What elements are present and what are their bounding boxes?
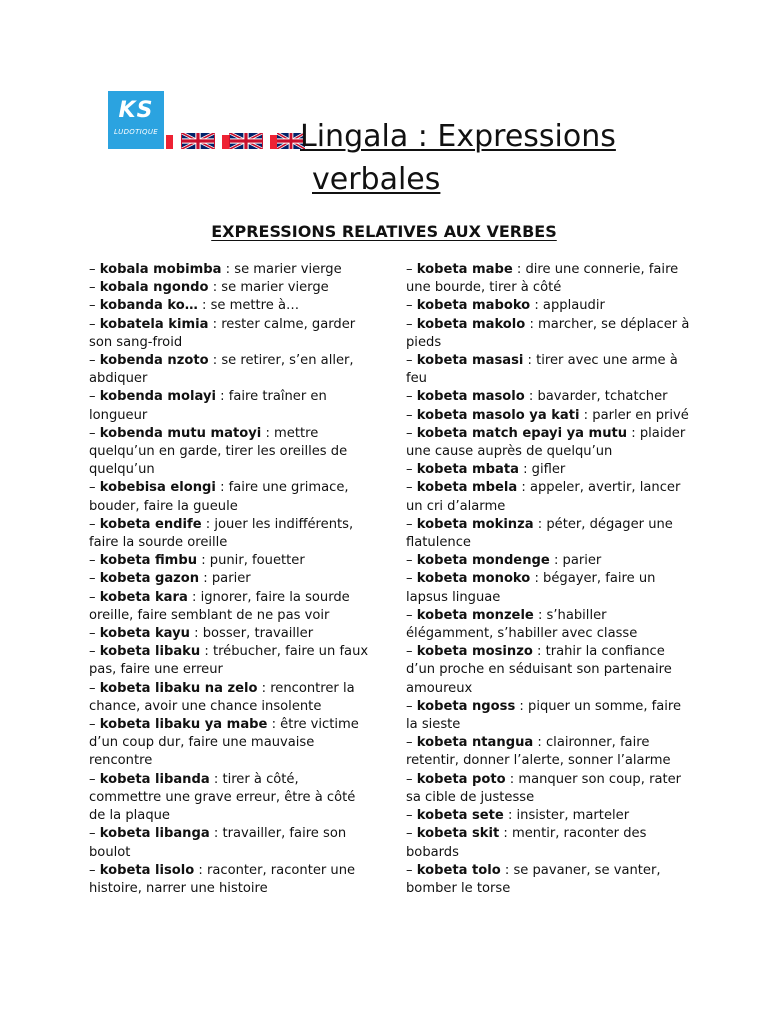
entry-dash: – xyxy=(89,589,100,605)
expression-definition: : se marier vierge xyxy=(221,262,342,277)
entry-dash: – xyxy=(406,862,417,878)
french-flag-icon xyxy=(268,135,277,149)
entry-dash: – xyxy=(89,280,100,296)
entry-dash: – xyxy=(406,735,417,751)
expression-entry xyxy=(89,552,374,570)
expression-term: kobeta kayu xyxy=(99,626,190,642)
entry-dash: – xyxy=(406,553,417,569)
expression-term: kobatela kimia xyxy=(99,316,209,332)
expression-entry xyxy=(89,716,374,771)
expression-term: kobeta ngoss xyxy=(416,698,516,714)
expression-entry xyxy=(406,297,691,315)
expression-term: kobenda nzoto xyxy=(99,353,209,369)
section-heading: EXPRESSIONS RELATIVES AUX VERBES xyxy=(211,222,557,241)
expression-definition: : mettre quelqu’un en garde, tirer les oreilles de quelqu’un xyxy=(89,425,348,478)
expression-definition: : se retirer, s’en aller, abdiquer xyxy=(89,353,354,387)
entry-dash: – xyxy=(406,407,417,423)
entry-dash: – xyxy=(406,698,417,714)
expression-definition: : raconter, raconter une histoire, narrer une histoire xyxy=(89,862,356,896)
expression-definition: : travailler, faire son boulot xyxy=(89,826,347,860)
expression-term: kobenda mutu matoyi xyxy=(99,425,262,441)
expression-term: kobeta masasi xyxy=(416,353,524,369)
expression-term: kobala ngondo xyxy=(99,280,209,296)
expression-entry xyxy=(89,479,374,515)
entry-dash: – xyxy=(89,262,100,277)
expression-definition: : se marier vierge xyxy=(208,280,329,296)
entry-dash: – xyxy=(89,389,100,405)
expression-definition: : trahir la confiance d’un proche en séduisant son partenaire amoureux xyxy=(406,644,672,696)
entry-dash: – xyxy=(89,298,100,314)
entry-dash: – xyxy=(406,425,417,441)
expression-entry xyxy=(406,643,691,698)
expression-entry xyxy=(89,589,374,625)
expression-definition: : dire une connerie, faire une bourde, tirer à côté xyxy=(406,262,679,296)
expression-definition: : parier xyxy=(549,553,602,569)
expression-entry xyxy=(406,862,691,898)
expression-entry xyxy=(406,479,691,515)
expression-definition: : rester calme, garder son sang-froid xyxy=(89,316,356,350)
expression-entry xyxy=(406,771,691,807)
entry-dash: – xyxy=(406,353,417,369)
entry-dash: – xyxy=(406,298,417,314)
expression-entry xyxy=(89,316,374,352)
expression-term: kobeta monoko xyxy=(416,571,531,587)
entry-dash: – xyxy=(89,771,100,787)
expression-definition: : faire traîner en longueur xyxy=(89,389,327,423)
expression-term: kobeta libanda xyxy=(99,771,210,787)
entry-dash: – xyxy=(406,771,417,787)
expression-definition: : bégayer, faire un lapsus linguae xyxy=(406,571,656,605)
expression-definition: : rencontrer la chance, avoir une chance insolente xyxy=(89,680,355,714)
expression-entry xyxy=(406,807,691,825)
expression-term: kobala mobimba xyxy=(99,262,222,277)
entry-dash: – xyxy=(406,316,417,332)
expression-term: kobeta kara xyxy=(99,589,188,605)
expression-term: kobeta gazon xyxy=(99,571,200,587)
expression-entry xyxy=(89,279,374,297)
language-flags xyxy=(164,131,305,149)
expression-definition: : manquer son coup, rater sa cible de justesse xyxy=(406,771,682,805)
expression-entry xyxy=(406,516,691,552)
entry-dash: – xyxy=(406,462,417,478)
expression-definition: : tirer avec une arme à feu xyxy=(406,353,678,387)
expression-term: kobeta mabe xyxy=(416,262,513,277)
entry-dash: – xyxy=(89,316,100,332)
entry-dash: – xyxy=(89,425,100,441)
expression-entry xyxy=(406,425,691,461)
expression-term: kobeta libaku xyxy=(99,644,201,660)
expression-term: kobeta monzele xyxy=(416,607,534,623)
entry-dash: – xyxy=(89,644,100,660)
entry-dash: – xyxy=(406,480,417,496)
expression-term: kobeta libanga xyxy=(99,826,210,842)
expression-term: kobeta lisolo xyxy=(99,862,195,878)
expression-term: kobeta maboko xyxy=(416,298,531,314)
entry-dash: – xyxy=(89,571,100,587)
entry-dash: – xyxy=(406,808,417,824)
expression-definition: : bosser, travailler xyxy=(189,626,314,642)
expression-definition: : faire une grimace, bouder, faire la gueule xyxy=(89,480,349,514)
expression-entry xyxy=(406,825,691,861)
expression-definition: : mentir, raconter des bobards xyxy=(406,826,647,860)
expression-entry xyxy=(89,862,374,898)
expression-term: kobeta mokinza xyxy=(416,516,534,532)
expression-definition: : trébucher, faire un faux pas, faire une erreur xyxy=(89,644,369,678)
expression-term: kobeta masolo ya kati xyxy=(416,407,580,423)
expression-definition: : plaider une cause auprès de quelqu’un xyxy=(406,425,686,460)
expression-term: kobeta masolo xyxy=(416,389,525,405)
entry-dash: – xyxy=(89,717,100,733)
expression-entry xyxy=(89,625,374,643)
expression-definition: : applaudir xyxy=(530,298,605,314)
expression-entry xyxy=(89,643,374,679)
entry-dash: – xyxy=(89,626,100,642)
expression-entry xyxy=(89,570,374,588)
expression-definition: : parier xyxy=(199,571,251,587)
expression-term: kobeta mbata xyxy=(416,462,519,478)
expression-definition: : jouer les indifférents, faire la sourde oreille xyxy=(89,516,354,551)
expression-definition: : marcher, se déplacer à pieds xyxy=(406,316,690,350)
expression-entry xyxy=(406,352,691,388)
expression-definition: : s’habiller élégamment, s’habiller avec classe xyxy=(406,607,638,642)
expression-entry xyxy=(89,261,374,279)
expression-definition: : se pavaner, se vanter, bomber le torse xyxy=(406,862,661,896)
entry-dash: – xyxy=(89,826,100,842)
expression-term: kobeta makolo xyxy=(416,316,526,332)
right-column xyxy=(406,261,691,898)
expression-entry xyxy=(89,297,374,315)
expression-definition: : tirer à côté, commettre une grave erreur, être à côté de la plaque xyxy=(89,771,356,824)
page-title: Lingala : Expressions xyxy=(300,119,616,154)
entry-dash: – xyxy=(406,571,417,587)
expression-term: kobeta mondenge xyxy=(416,553,550,569)
expression-term: kobeta sete xyxy=(416,808,504,824)
expression-entry xyxy=(89,771,374,826)
french-flag-icon xyxy=(220,135,229,149)
entry-dash: – xyxy=(406,607,417,623)
expression-definition: : piquer un somme, faire la sieste xyxy=(406,698,682,733)
expression-entry xyxy=(406,734,691,770)
logo-text: KS xyxy=(118,98,154,123)
expression-definition: : appeler, avertir, lancer un cri d’alarme xyxy=(406,480,681,514)
expression-term: kobeta libaku na zelo xyxy=(99,680,258,696)
entry-dash: – xyxy=(406,389,417,405)
expression-term: kobeta fimbu xyxy=(99,553,198,569)
expression-entry xyxy=(406,461,691,479)
expression-term: kobeta match epayi ya mutu xyxy=(416,425,628,441)
uk-flag-icon xyxy=(181,133,215,149)
expression-term: kobeta skit xyxy=(416,826,500,842)
expression-definition: : insister, marteler xyxy=(503,808,630,824)
expression-term: kobeta endife xyxy=(99,516,202,532)
expression-definition: : parler en privé xyxy=(579,407,689,423)
expression-term: kobebisa elongi xyxy=(99,480,216,496)
entry-dash: – xyxy=(406,516,417,532)
expression-entry xyxy=(89,680,374,716)
expression-term: kobeta ntangua xyxy=(416,735,534,751)
expression-entry xyxy=(406,388,691,406)
entry-dash: – xyxy=(89,480,100,496)
left-column xyxy=(89,261,374,898)
expression-definition: : gifler xyxy=(518,462,566,478)
expression-entry xyxy=(406,316,691,352)
expression-definition: : être victime d’un coup dur, faire une mauvaise rencontre xyxy=(89,717,359,769)
expression-definition: : bavarder, tchatcher xyxy=(524,389,668,405)
expression-term: kobeta mosinzo xyxy=(416,644,533,660)
expression-definition: : péter, dégager une flatulence xyxy=(406,516,673,551)
entry-dash: – xyxy=(89,353,100,369)
entry-dash: – xyxy=(89,516,100,532)
entry-dash: – xyxy=(89,553,100,569)
expression-entry xyxy=(406,261,691,297)
expression-term: kobanda ko… xyxy=(99,298,198,314)
expression-definition: : ignorer, faire la sourde oreille, faire semblant de ne pas voir xyxy=(89,589,350,623)
expression-entry xyxy=(89,388,374,424)
ks-ludotique-logo xyxy=(108,91,164,149)
expression-entry xyxy=(406,698,691,734)
expression-definition: : claironner, faire retentir, donner l’alerte, sonner l’alarme xyxy=(406,735,671,769)
entry-dash: – xyxy=(406,262,417,277)
logo-subtext: LUDOTIQUE xyxy=(113,128,159,136)
entry-dash: – xyxy=(89,680,100,696)
expression-definition: : punir, fouetter xyxy=(197,553,305,569)
expression-entry xyxy=(406,552,691,570)
expression-entry xyxy=(89,825,374,861)
page-title-line2: verbales xyxy=(312,162,441,197)
expression-term: kobeta poto xyxy=(416,771,506,787)
expression-entry xyxy=(406,407,691,425)
expression-entry xyxy=(406,607,691,643)
entry-dash: – xyxy=(89,862,100,878)
entry-dash: – xyxy=(406,644,417,660)
uk-flag-icon xyxy=(229,133,263,149)
expression-term: kobenda molayi xyxy=(99,389,216,405)
french-flag-icon xyxy=(164,135,173,149)
expression-definition: : se mettre à… xyxy=(197,298,300,314)
entry-dash: – xyxy=(406,826,417,842)
expression-entry xyxy=(89,352,374,388)
expression-term: kobeta mbela xyxy=(416,480,518,496)
expression-term: kobeta tolo xyxy=(416,862,501,878)
expression-entry xyxy=(89,516,374,552)
expression-entry xyxy=(406,570,691,606)
expression-entry xyxy=(89,425,374,480)
expression-term: kobeta libaku ya mabe xyxy=(99,717,268,733)
